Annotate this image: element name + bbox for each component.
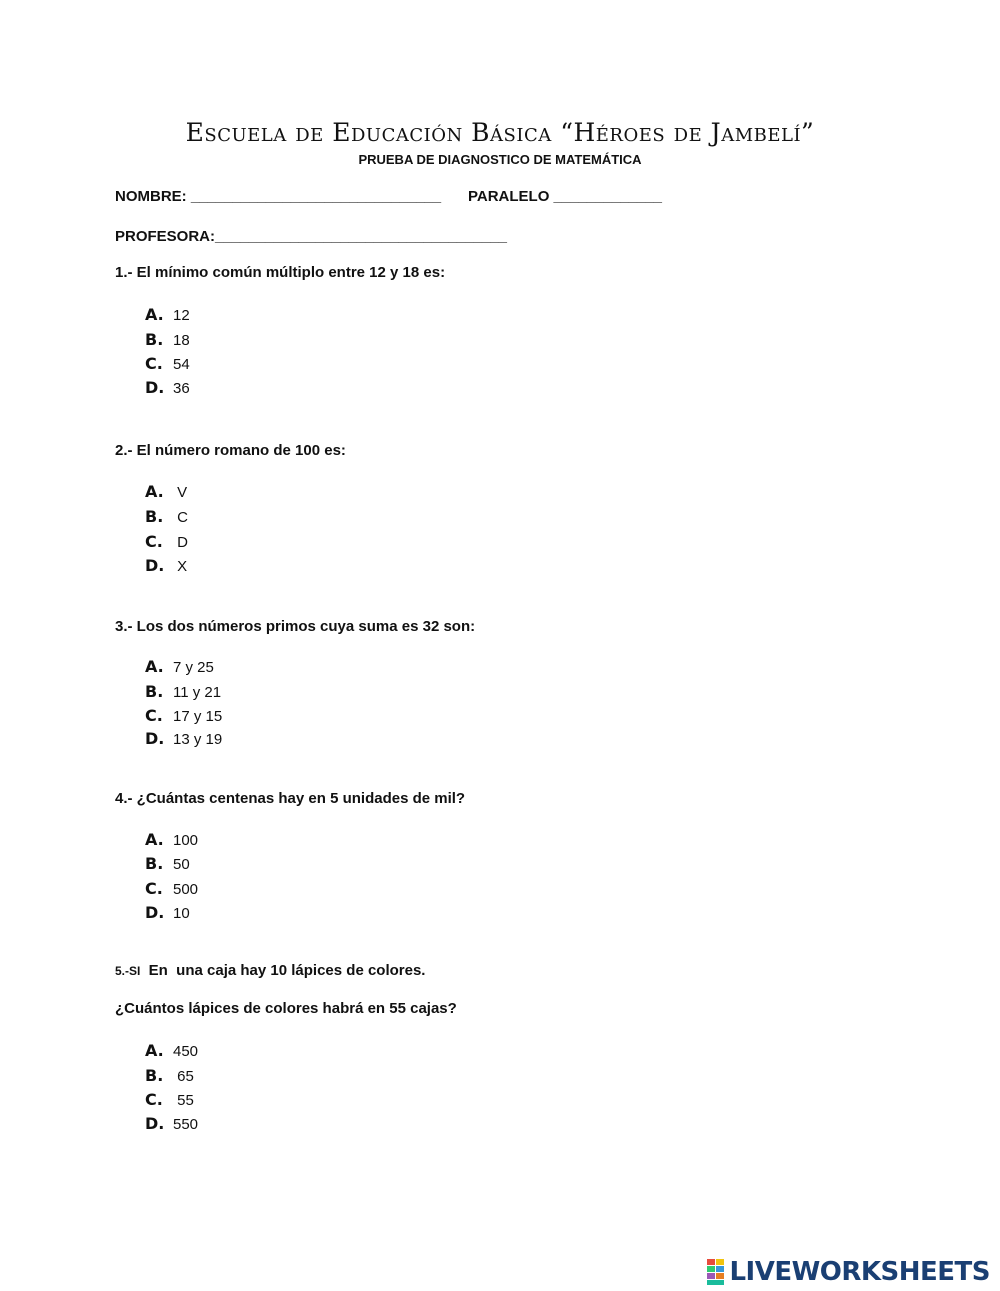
option-letter: B. bbox=[145, 507, 164, 526]
option-text: 65 bbox=[173, 1068, 194, 1085]
option-letter: B. bbox=[145, 1066, 164, 1085]
option-letter: A. bbox=[145, 830, 164, 849]
option-text: 55 bbox=[173, 1092, 194, 1109]
option-text: 36 bbox=[173, 380, 190, 397]
option-letter: D. bbox=[145, 903, 165, 922]
option-text: 100 bbox=[173, 832, 199, 849]
option-text: 12 bbox=[173, 307, 190, 324]
liveworksheets-logo[interactable] bbox=[707, 1257, 990, 1287]
question-1: 1.- El mínimo común múltiplo entre 12 y 18 es: bbox=[115, 264, 446, 281]
question-2: 2.- El número romano de 100 es: bbox=[115, 442, 346, 459]
q1-option-a[interactable] bbox=[145, 305, 190, 325]
profesora-field[interactable]: PROFESORA:___________________________________ bbox=[115, 228, 507, 245]
option-letter: A. bbox=[145, 305, 164, 324]
nombre-field[interactable]: NOMBRE: ______________________________ bbox=[115, 188, 442, 205]
q5-option-b[interactable] bbox=[145, 1066, 194, 1086]
q5-option-c[interactable] bbox=[145, 1090, 194, 1110]
option-text: 550 bbox=[173, 1116, 199, 1133]
question-5 bbox=[115, 962, 425, 979]
q2-option-d[interactable] bbox=[145, 556, 187, 576]
option-text: 13 y 19 bbox=[173, 731, 223, 748]
q3-option-c[interactable] bbox=[145, 706, 222, 726]
q4-option-b[interactable] bbox=[145, 854, 190, 874]
q4-option-c[interactable] bbox=[145, 879, 198, 899]
liveworksheets-logo-icon bbox=[707, 1259, 725, 1285]
option-text: 18 bbox=[173, 332, 190, 349]
option-letter: B. bbox=[145, 330, 164, 349]
q1-option-b[interactable] bbox=[145, 330, 190, 350]
option-letter: A. bbox=[145, 657, 164, 676]
option-letter: A. bbox=[145, 1041, 164, 1060]
option-letter: B. bbox=[145, 854, 164, 873]
option-letter: C. bbox=[145, 354, 163, 373]
option-text: 7 y 25 bbox=[173, 659, 214, 676]
q4-option-d[interactable] bbox=[145, 903, 190, 923]
option-text: V bbox=[173, 484, 188, 501]
option-text: 50 bbox=[173, 856, 190, 873]
test-subtitle: PRUEBA DE DIAGNOSTICO DE MATEMÁTICA bbox=[358, 152, 642, 167]
option-letter: C. bbox=[145, 532, 163, 551]
question-5-text: En una caja hay 10 lápices de colores. bbox=[140, 962, 426, 979]
option-letter: A. bbox=[145, 482, 164, 501]
option-letter: D. bbox=[145, 1114, 165, 1133]
option-letter: C. bbox=[145, 1090, 163, 1109]
q2-option-c[interactable] bbox=[145, 532, 188, 552]
option-text: 500 bbox=[173, 881, 199, 898]
q3-option-b[interactable] bbox=[145, 682, 221, 702]
paralelo-field[interactable]: PARALELO _____________ bbox=[468, 188, 663, 205]
q5-option-d[interactable] bbox=[145, 1114, 198, 1134]
option-letter: C. bbox=[145, 879, 163, 898]
option-letter: D. bbox=[145, 729, 165, 748]
liveworksheets-logo-text: LIVEWORKSHEETS bbox=[729, 1257, 990, 1287]
option-text: 17 y 15 bbox=[173, 708, 223, 725]
option-text: 10 bbox=[173, 905, 190, 922]
school-title: Escuela de Educación Básica “Héroes de Jambelí” bbox=[185, 118, 815, 147]
option-text: 11 y 21 bbox=[173, 684, 222, 701]
question-5-line-2: ¿Cuántos lápices de colores habrá en 55 cajas? bbox=[115, 1000, 457, 1017]
q3-option-d[interactable] bbox=[145, 729, 222, 749]
option-text: X bbox=[173, 558, 188, 575]
option-letter: D. bbox=[145, 378, 165, 397]
q1-option-d[interactable] bbox=[145, 378, 190, 398]
option-letter: C. bbox=[145, 706, 163, 725]
question-3: 3.- Los dos números primos cuya suma es 32 son: bbox=[115, 618, 476, 635]
option-text: D bbox=[173, 534, 188, 551]
question-4: 4.- ¿Cuántas centenas hay en 5 unidades de mil? bbox=[115, 790, 466, 807]
option-text: 450 bbox=[173, 1043, 199, 1060]
option-text: C bbox=[173, 509, 188, 526]
option-text: 54 bbox=[173, 356, 190, 373]
question-5-prefix: 5.-SI bbox=[115, 964, 141, 978]
q2-option-a[interactable] bbox=[145, 482, 187, 502]
q1-option-c[interactable] bbox=[145, 354, 190, 374]
q5-option-a[interactable] bbox=[145, 1041, 198, 1061]
option-letter: D. bbox=[145, 556, 165, 575]
q2-option-b[interactable] bbox=[145, 507, 188, 527]
q3-option-a[interactable] bbox=[145, 657, 214, 677]
q4-option-a[interactable] bbox=[145, 830, 198, 850]
option-letter: B. bbox=[145, 682, 164, 701]
